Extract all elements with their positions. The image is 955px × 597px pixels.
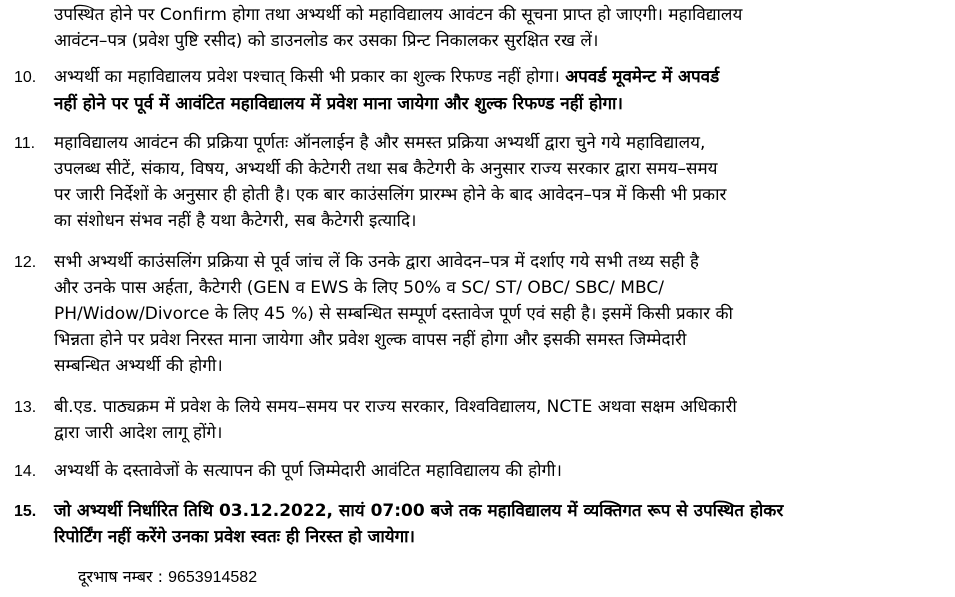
item-number: 15. [14,503,37,520]
item-line: बी.एड. पाठ्यक्रम में प्रवेश के लिये समय–समय पर राज्य सरकार, विश्वविद्यालय, NCTE अथवा सक्षम अधिकारी [54,397,737,417]
item-number: 10. [14,69,37,86]
item-number: 11. [14,135,36,152]
phone-number: 9653914582 [168,569,258,586]
item-line: नहीं होने पर पूर्व में आवंटित महाविद्यालय में प्रवेश माना जायेगा और शुल्क रिफण्ड नहीं होगा। [54,94,623,114]
item-line: रिपोर्टिंग नहीं करेंगे उनका प्रवेश स्वतः ही निरस्त हो जायेगा। [54,527,415,547]
phone-label: दूरभाष नम्बर : [78,567,164,586]
item-line: महाविद्यालय आवंटन की प्रक्रिया पूर्णतः ऑनलाईन है और समस्त प्रक्रिया अभ्यर्थी द्वारा चुने गये महाविद्यालय, [54,133,706,153]
item-number: 13. [14,399,37,416]
item-line: सम्बन्धित अभ्यर्थी की होगी। [54,356,223,376]
item-number: 12. [14,254,37,271]
item-line: उपलब्ध सीटें, संकाय, विषय, अभ्यर्थी की केटेगरी तथा सब कैटेगरी के अनुसार राज्य सरकार द्वारा समय–समय [54,159,718,179]
phone-row [78,565,257,589]
item-line: और उनके पास अर्हता, कैटेगरी (GEN व EWS के लिए 50% व SC/ ST/ OBC/ SBC/ MBC/ [54,278,664,298]
item-line: अभ्यर्थी के दस्तावेजों के सत्यापन की पूर्ण जिम्मेदारी आवंटित महाविद्यालय की होगी। [54,461,562,481]
continuation-line-1: उपस्थित होने पर Confirm होगा तथा अभ्यर्थी को महाविद्यालय आवंटन की सूचना प्राप्त हो जाएगी। महाविद्यालय [54,5,743,25]
item-bold-text: अपवर्ड मूवमेन्ट में अपवर्ड [565,67,720,87]
item-line: PH/Widow/Divorce के लिए 45 %) से सम्बन्धित सम्पूर्ण दस्तावेज पूर्ण एवं सही है। इसमें किसी प्रकार की [54,304,733,324]
item-line: जो अभ्यर्थी निर्धारित तिथि 03.12.2022, सायं 07:00 बजे तक महाविद्यालय में व्यक्तिगत रूप से उपस्थित होकर [54,501,784,521]
item-number: 14. [14,463,37,480]
item-line: द्वारा जारी आदेश लागू होंगे। [54,423,223,443]
item-line: का संशोधन संभव नहीं है यथा कैटेगरी, सब कैटेगरी इत्यादि। [54,211,417,231]
item-line: सभी अभ्यर्थी काउंसलिंग प्रक्रिया से पूर्व जांच लें कि उनके द्वारा आवेदन–पत्र में दर्शाए गये सभी तथ्य सही है [54,252,699,272]
item-text: अभ्यर्थी का महाविद्यालय प्रवेश पश्चात् किसी भी प्रकार का शुल्क रिफण्ड नहीं होगा। [54,67,566,87]
continuation-line-2: आवंटन–पत्र (प्रवेश पुष्टि रसीद) को डाउनलोड कर उसका प्रिन्ट निकालकर सुरक्षित रख लें। [54,31,599,51]
item-line [54,66,949,89]
item-line: पर जारी निर्देशों के अनुसार ही होती है। एक बार काउंसलिंग प्रारम्भ होने के बाद आवेदन–पत्र में किसी भी प्रकार [54,185,727,205]
item-line: भिन्नता होने पर प्रवेश निरस्त माना जायेगा और प्रवेश शुल्क वापस नहीं होगा और इसकी समस्त जिम्मेदारी [54,330,687,350]
